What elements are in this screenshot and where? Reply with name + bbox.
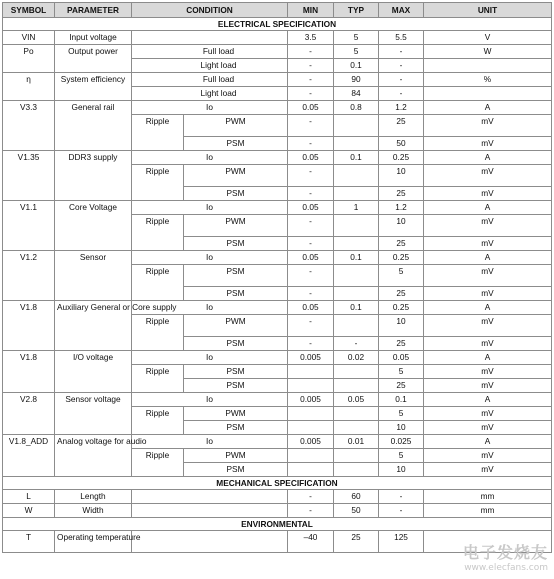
cell-mode: PSM	[184, 365, 288, 379]
cell-unit: A	[424, 435, 552, 449]
cell-condition	[132, 504, 288, 518]
cell-unit: mV	[424, 421, 552, 435]
cell-max: 10	[379, 315, 424, 337]
cell-typ: 0.1	[334, 59, 379, 73]
cell-parameter: Width	[55, 504, 132, 518]
cell-typ	[334, 421, 379, 435]
cell-typ: 25	[334, 531, 379, 553]
cell-min: –40	[288, 531, 334, 553]
cell-mode: PSM	[184, 187, 288, 201]
table-row	[3, 73, 552, 87]
cell-unit: mV	[424, 165, 552, 187]
cell-typ: 5	[334, 31, 379, 45]
cell-typ	[334, 449, 379, 463]
cell-min: -	[288, 504, 334, 518]
cell-min: 0.005	[288, 435, 334, 449]
cell-condition: Io	[132, 251, 288, 265]
cell-min	[288, 379, 334, 393]
table-row	[3, 151, 552, 165]
cell-typ: 0.01	[334, 435, 379, 449]
cell-min: -	[288, 115, 334, 137]
cell-min	[288, 449, 334, 463]
cell-unit: mV	[424, 265, 552, 287]
cell-min: -	[288, 265, 334, 287]
cell-min: -	[288, 87, 334, 101]
table-row	[3, 31, 552, 45]
cell-typ: 0.05	[334, 393, 379, 407]
cell-condition: Light load	[132, 59, 288, 73]
cell-min: -	[288, 137, 334, 151]
cell-symbol: V1.2	[3, 251, 55, 301]
cell-unit: mV	[424, 449, 552, 463]
cell-unit: mV	[424, 237, 552, 251]
cell-mode: PSM	[184, 237, 288, 251]
cell-mode: PSM	[184, 421, 288, 435]
cell-min: -	[288, 287, 334, 301]
cell-ripple-label: Ripple	[132, 165, 184, 201]
cell-typ: 0.8	[334, 101, 379, 115]
cell-min: 0.05	[288, 101, 334, 115]
cell-unit: V	[424, 31, 552, 45]
cell-max: -	[379, 87, 424, 101]
watermark-url: www.elecfans.com	[464, 563, 548, 573]
section-electrical: ELECTRICAL SPECIFICATION	[3, 18, 552, 31]
cell-max: 1.2	[379, 201, 424, 215]
cell-max: 25	[379, 379, 424, 393]
table-row	[3, 301, 552, 315]
cell-max: 125	[379, 531, 424, 553]
cell-unit: mV	[424, 337, 552, 351]
cell-ripple-label: Ripple	[132, 365, 184, 393]
cell-typ	[334, 379, 379, 393]
cell-typ	[334, 265, 379, 287]
cell-typ: 60	[334, 490, 379, 504]
cell-min: 0.05	[288, 201, 334, 215]
cell-min	[288, 463, 334, 477]
cell-max: 5	[379, 449, 424, 463]
cell-max: 10	[379, 421, 424, 435]
cell-max: 0.25	[379, 151, 424, 165]
cell-condition: Io	[132, 101, 288, 115]
cell-symbol: V1.8	[3, 301, 55, 351]
cell-symbol: VIN	[3, 31, 55, 45]
header-typ: TYP	[334, 3, 379, 18]
cell-typ: 84	[334, 87, 379, 101]
cell-typ: -	[334, 337, 379, 351]
header-unit: UNIT	[424, 3, 552, 18]
cell-condition: Full load	[132, 73, 288, 87]
table-row	[3, 251, 552, 265]
watermark-title: 电子发烧友	[462, 543, 548, 562]
specification-table	[2, 2, 552, 553]
cell-mode: PSM	[184, 137, 288, 151]
cell-condition: Io	[132, 301, 288, 315]
cell-condition: Full load	[132, 45, 288, 59]
table-row	[3, 393, 552, 407]
cell-unit: mV	[424, 365, 552, 379]
cell-typ	[334, 287, 379, 301]
cell-typ	[334, 215, 379, 237]
table-row	[3, 201, 552, 215]
cell-max: 25	[379, 337, 424, 351]
cell-max: 5	[379, 265, 424, 287]
cell-unit: mV	[424, 463, 552, 477]
cell-mode: PWM	[184, 165, 288, 187]
cell-ripple-label: Ripple	[132, 407, 184, 435]
cell-max: -	[379, 504, 424, 518]
table-row	[3, 351, 552, 365]
cell-unit: A	[424, 393, 552, 407]
cell-max: 10	[379, 165, 424, 187]
cell-condition: Io	[132, 393, 288, 407]
cell-mode: PSM	[184, 287, 288, 301]
cell-typ: 0.1	[334, 151, 379, 165]
cell-symbol: V3.3	[3, 101, 55, 151]
cell-unit: mm	[424, 490, 552, 504]
cell-parameter: Input voltage	[55, 31, 132, 45]
watermark-logo	[463, 540, 548, 573]
cell-max: -	[379, 490, 424, 504]
cell-min: 0.005	[288, 393, 334, 407]
cell-parameter: Operating temperature	[55, 531, 132, 553]
cell-max: 25	[379, 115, 424, 137]
cell-condition: Io	[132, 435, 288, 449]
section-row	[3, 18, 552, 31]
header-row	[3, 3, 552, 18]
cell-parameter: Sensor	[55, 251, 132, 301]
cell-unit: A	[424, 251, 552, 265]
header-parameter: PARAMETER	[55, 3, 132, 18]
cell-min: -	[288, 59, 334, 73]
cell-min	[288, 421, 334, 435]
table-row	[3, 435, 552, 449]
cell-unit: A	[424, 351, 552, 365]
cell-unit	[424, 87, 552, 101]
cell-condition: Light load	[132, 87, 288, 101]
cell-min: -	[288, 165, 334, 187]
cell-min: 0.05	[288, 151, 334, 165]
cell-condition: Io	[132, 151, 288, 165]
cell-unit: mV	[424, 115, 552, 137]
cell-max: -	[379, 45, 424, 59]
cell-unit: mV	[424, 187, 552, 201]
cell-max: 10	[379, 215, 424, 237]
cell-symbol: V1.8_ADD	[3, 435, 55, 477]
cell-symbol: V1.8	[3, 351, 55, 393]
cell-max: 25	[379, 237, 424, 251]
cell-max: 1.2	[379, 101, 424, 115]
cell-ripple-label: Ripple	[132, 215, 184, 251]
cell-unit: mm	[424, 504, 552, 518]
cell-typ	[334, 463, 379, 477]
cell-max: 0.25	[379, 251, 424, 265]
cell-max: -	[379, 73, 424, 87]
cell-typ: 1	[334, 201, 379, 215]
header-symbol: SYMBOL	[3, 3, 55, 18]
cell-max: 0.1	[379, 393, 424, 407]
cell-typ: 0.02	[334, 351, 379, 365]
cell-min: 0.05	[288, 251, 334, 265]
cell-mode: PSM	[184, 337, 288, 351]
cell-typ	[334, 237, 379, 251]
cell-max: 0.25	[379, 301, 424, 315]
cell-unit: W	[424, 45, 552, 59]
cell-unit: mV	[424, 407, 552, 421]
cell-min	[288, 365, 334, 379]
cell-max: 50	[379, 137, 424, 151]
table-row	[3, 101, 552, 115]
cell-max: 25	[379, 287, 424, 301]
cell-condition	[132, 531, 288, 553]
header-min: MIN	[288, 3, 334, 18]
cell-symbol: Po	[3, 45, 55, 73]
cell-parameter: Analog voltage for audio	[55, 435, 132, 477]
cell-unit: A	[424, 151, 552, 165]
cell-ripple-label: Ripple	[132, 115, 184, 151]
cell-max: 0.025	[379, 435, 424, 449]
cell-symbol: V1.35	[3, 151, 55, 201]
cell-max: -	[379, 59, 424, 73]
cell-symbol: W	[3, 504, 55, 518]
cell-mode: PWM	[184, 315, 288, 337]
cell-unit: mV	[424, 315, 552, 337]
cell-unit: A	[424, 201, 552, 215]
cell-condition	[132, 31, 288, 45]
cell-symbol: η	[3, 73, 55, 101]
cell-max: 25	[379, 187, 424, 201]
spec-page	[2, 2, 551, 553]
cell-min: -	[288, 45, 334, 59]
cell-min: -	[288, 490, 334, 504]
cell-mode: PWM	[184, 449, 288, 463]
cell-mode: PSM	[184, 463, 288, 477]
cell-mode: PWM	[184, 407, 288, 421]
cell-max: 10	[379, 463, 424, 477]
cell-typ	[334, 115, 379, 137]
header-max: MAX	[379, 3, 424, 18]
cell-parameter: Sensor voltage	[55, 393, 132, 435]
section-row	[3, 518, 552, 531]
cell-max: 0.05	[379, 351, 424, 365]
cell-typ: 50	[334, 504, 379, 518]
cell-unit: mV	[424, 287, 552, 301]
cell-ripple-label: Ripple	[132, 265, 184, 301]
cell-parameter: I/O voltage	[55, 351, 132, 393]
cell-symbol: L	[3, 490, 55, 504]
cell-min: 3.5	[288, 31, 334, 45]
cell-condition: Io	[132, 201, 288, 215]
cell-min: 0.005	[288, 351, 334, 365]
cell-typ: 5	[334, 45, 379, 59]
cell-mode: PWM	[184, 115, 288, 137]
cell-min: -	[288, 315, 334, 337]
cell-typ: 0.1	[334, 251, 379, 265]
cell-mode: PSM	[184, 265, 288, 287]
cell-mode: PWM	[184, 215, 288, 237]
section-row	[3, 477, 552, 490]
cell-max: 5	[379, 365, 424, 379]
cell-parameter: Output power	[55, 45, 132, 73]
cell-min: 0.05	[288, 301, 334, 315]
cell-parameter: DDR3 supply	[55, 151, 132, 201]
section-mechanical: MECHANICAL SPECIFICATION	[3, 477, 552, 490]
cell-unit: mV	[424, 215, 552, 237]
cell-max: 5	[379, 407, 424, 421]
cell-typ	[334, 365, 379, 379]
cell-parameter: General rail	[55, 101, 132, 151]
cell-ripple-label: Ripple	[132, 449, 184, 477]
cell-unit: %	[424, 73, 552, 87]
section-environmental: ENVIRONMENTAL	[3, 518, 552, 531]
cell-min: -	[288, 187, 334, 201]
cell-unit: A	[424, 101, 552, 115]
cell-unit: mV	[424, 137, 552, 151]
cell-max: 5.5	[379, 31, 424, 45]
table-row	[3, 504, 552, 518]
cell-unit: mV	[424, 379, 552, 393]
cell-typ	[334, 165, 379, 187]
cell-typ: 0.1	[334, 301, 379, 315]
cell-min: -	[288, 215, 334, 237]
cell-unit	[424, 59, 552, 73]
cell-mode: PSM	[184, 379, 288, 393]
cell-parameter: System efficiency	[55, 73, 132, 101]
cell-parameter: Length	[55, 490, 132, 504]
cell-parameter: Core Voltage	[55, 201, 132, 251]
cell-min: -	[288, 337, 334, 351]
cell-min	[288, 407, 334, 421]
cell-symbol: T	[3, 531, 55, 553]
cell-unit: A	[424, 301, 552, 315]
cell-typ	[334, 137, 379, 151]
cell-typ: 90	[334, 73, 379, 87]
table-row	[3, 490, 552, 504]
cell-typ	[334, 407, 379, 421]
cell-parameter: Auxiliary General or Core supply	[55, 301, 132, 351]
header-condition: CONDITION	[132, 3, 288, 18]
cell-symbol: V1.1	[3, 201, 55, 251]
cell-typ	[334, 315, 379, 337]
cell-condition: Io	[132, 351, 288, 365]
table-row	[3, 45, 552, 59]
cell-ripple-label: Ripple	[132, 315, 184, 351]
cell-min: -	[288, 237, 334, 251]
cell-typ	[334, 187, 379, 201]
cell-symbol: V2.8	[3, 393, 55, 435]
cell-condition	[132, 490, 288, 504]
cell-min: -	[288, 73, 334, 87]
